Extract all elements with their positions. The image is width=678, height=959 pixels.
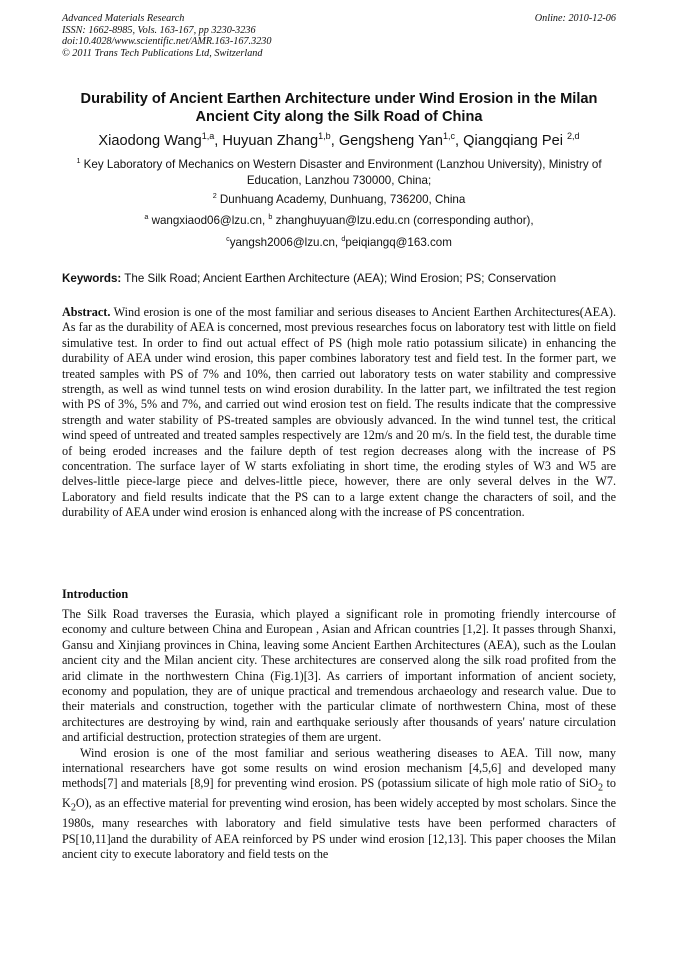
issn-line: ISSN: 1662-8985, Vols. 163-167, pp 3230-3236 bbox=[62, 24, 256, 36]
email-a: wangxiaod06@lzu.cn, bbox=[151, 214, 269, 227]
introduction-paragraph-2: Wind erosion is one of the most familiar and serious weathering diseases to AEA. Till now, many international researchers have got some results on wind erosion mechanism [4,5,6] and developed many methods[7] and materials [8,9] for preventing wind erosion. PS (potassium silicate of high mole ratio of SiO$_2$ to $K_2O$), as an effective material for preventing wind erosion, has been widely accepted by most scholars. Since the 1980s, many researches with laboratory and field simulative tests have been performed characters of PS[10,11]and the durability of AEA reinforced by PS under wind erosion [12,13]. This paper chooses the Milan ancient city to execute laboratory and field tests on the bbox=[62, 745, 616, 861]
running-header bbox=[62, 13, 616, 59]
abstract-text: Wind erosion is one of the most familiar and serious diseases to Ancient Earthen Architectures(AEA). As far as the durability of AEA is concerned, most previous researches focus on laboratory test with little on field simulative test. In order to find out actual effect of PS (high mole ratio potassium silicate) in enhancing the durability of AEA under wind erosion, this paper combines laboratory test and field test. In the former part, we treated samples with PS of 7% and 10%, then carried out laboratory tests on water stability and compressive strength, as well as wind tunnel tests on wind erosion durability. In the latter part, we infiltrated the test region with PS of 3%, 5% and 7%, and carried out wind erosion test on field. The results indicate that the compressive strength and water stability of PS-treated samples are obviously advanced. In the wind tunnel test, the critical wind speed of untreated and treated samples respectively are 12m/s and 20 m/s. In the field test, the durable time of being eroded increases and the failure depth of test region decreases along with the increase of PS concentration. The surface layer of W starts exfoliating in short time, the eroding styles of W3 and W5 are delves-little piece-large piece and delves-little piece, however, there are only several delves in the W7. Laboratory and field results indicate that the PS can to a large extent change the characters of soil, and the durability of AEA under wind erosion is enhanced along with the increase of PS concentration. bbox=[62, 305, 616, 520]
introduction-body bbox=[62, 607, 616, 862]
affiliation-2: $^2$ Dunhuang Academy, Dunhuang, 736200, China bbox=[212, 191, 466, 206]
introduction-paragraph-1: The Silk Road traverses the Eurasia, which played a significant role in promoting friendly intercourse of economy and culture between China and European , Asian and African countries [1,2]. It passes through Shanxi, Gansu and Xinjiang provinces in China, leaving some Ancient Earthen Architectures (AEA), such as the Loulan ancient city and the Milan ancient city. These architectures are conserved along the silk road profited from the arid climate in the northwestern China (Fig.1)[3]. As carriers of important information of ancient society, economy and population, they are of unique practical and tremendous archaeology and research value. Due to their materials and construction, together with the particular climate of northwestern China, most of these architectures are destroying by wind, rain and earthquake seriously after thousands of years' nature circulation and artificial destruction, protection strategies of them are urgent. bbox=[62, 607, 616, 745]
author-affiliation-mark: 1,a bbox=[201, 131, 215, 142]
paper-title: Durability of Ancient Earthen Architecture under Wind Erosion in the Milan Ancient City along the Silk Road of China bbox=[80, 91, 598, 125]
author-name: Gengsheng Yan bbox=[338, 133, 443, 149]
doi-line: doi:10.4028/www.scientific.net/AMR.163-167.3230 bbox=[62, 36, 272, 47]
abstract bbox=[62, 305, 616, 521]
email-line-2: $^c$yangsh2006@lzu.cn, $^d$peiqiangq@163.com bbox=[226, 234, 452, 249]
email-line-1: $^a$ wangxiaod06@lzu.cn, $^b$ zhanghuyuan@lzu.edu.cn (corresponding author), bbox=[144, 212, 534, 227]
abstract-label: Abstract. bbox=[62, 305, 111, 319]
author-affiliation-mark: 1,b bbox=[318, 131, 331, 142]
email-c: yangsh2006@lzu.cn, bbox=[229, 236, 342, 249]
author-affiliation-mark: 1,c bbox=[442, 131, 456, 142]
online-date: Online: 2010-12-06 bbox=[534, 13, 616, 24]
affiliation-1: $^1$ Key Laboratory of Mechanics on Western Disaster and Environment (Lanzhou University), Ministry of Education, Lanzhou 730000, China; bbox=[76, 156, 602, 187]
email-d: peiqiangq@163.com bbox=[345, 236, 452, 249]
author-name: Xiaodong Wang bbox=[98, 133, 202, 149]
keywords-text: The Silk Road; Ancient Earthen Architecture (AEA); Wind Erosion; PS; Conservation bbox=[121, 272, 557, 285]
keywords-label: Keywords: bbox=[62, 272, 122, 285]
keywords bbox=[62, 272, 616, 286]
journal-name: Advanced Materials Research bbox=[62, 13, 185, 24]
copyright-line: © 2011 Trans Tech Publications Ltd, Switzerland bbox=[62, 47, 263, 59]
author-affiliation-mark: 2,d bbox=[567, 131, 580, 142]
email-b: zhanghuyuan@lzu.edu.cn (corresponding author), bbox=[275, 214, 534, 227]
author-name: Huyuan Zhang bbox=[222, 133, 319, 149]
author-name: Qiangqiang Pei bbox=[463, 133, 568, 149]
section-heading-introduction: Introduction bbox=[62, 587, 129, 601]
author-list: Xiaodong Wang$^{1,a}$, Huyuan Zhang$^{1,b}$, Gengsheng Yan$^{1,c}$, Qiangqiang Pei $^{2,d}$ bbox=[98, 131, 580, 149]
